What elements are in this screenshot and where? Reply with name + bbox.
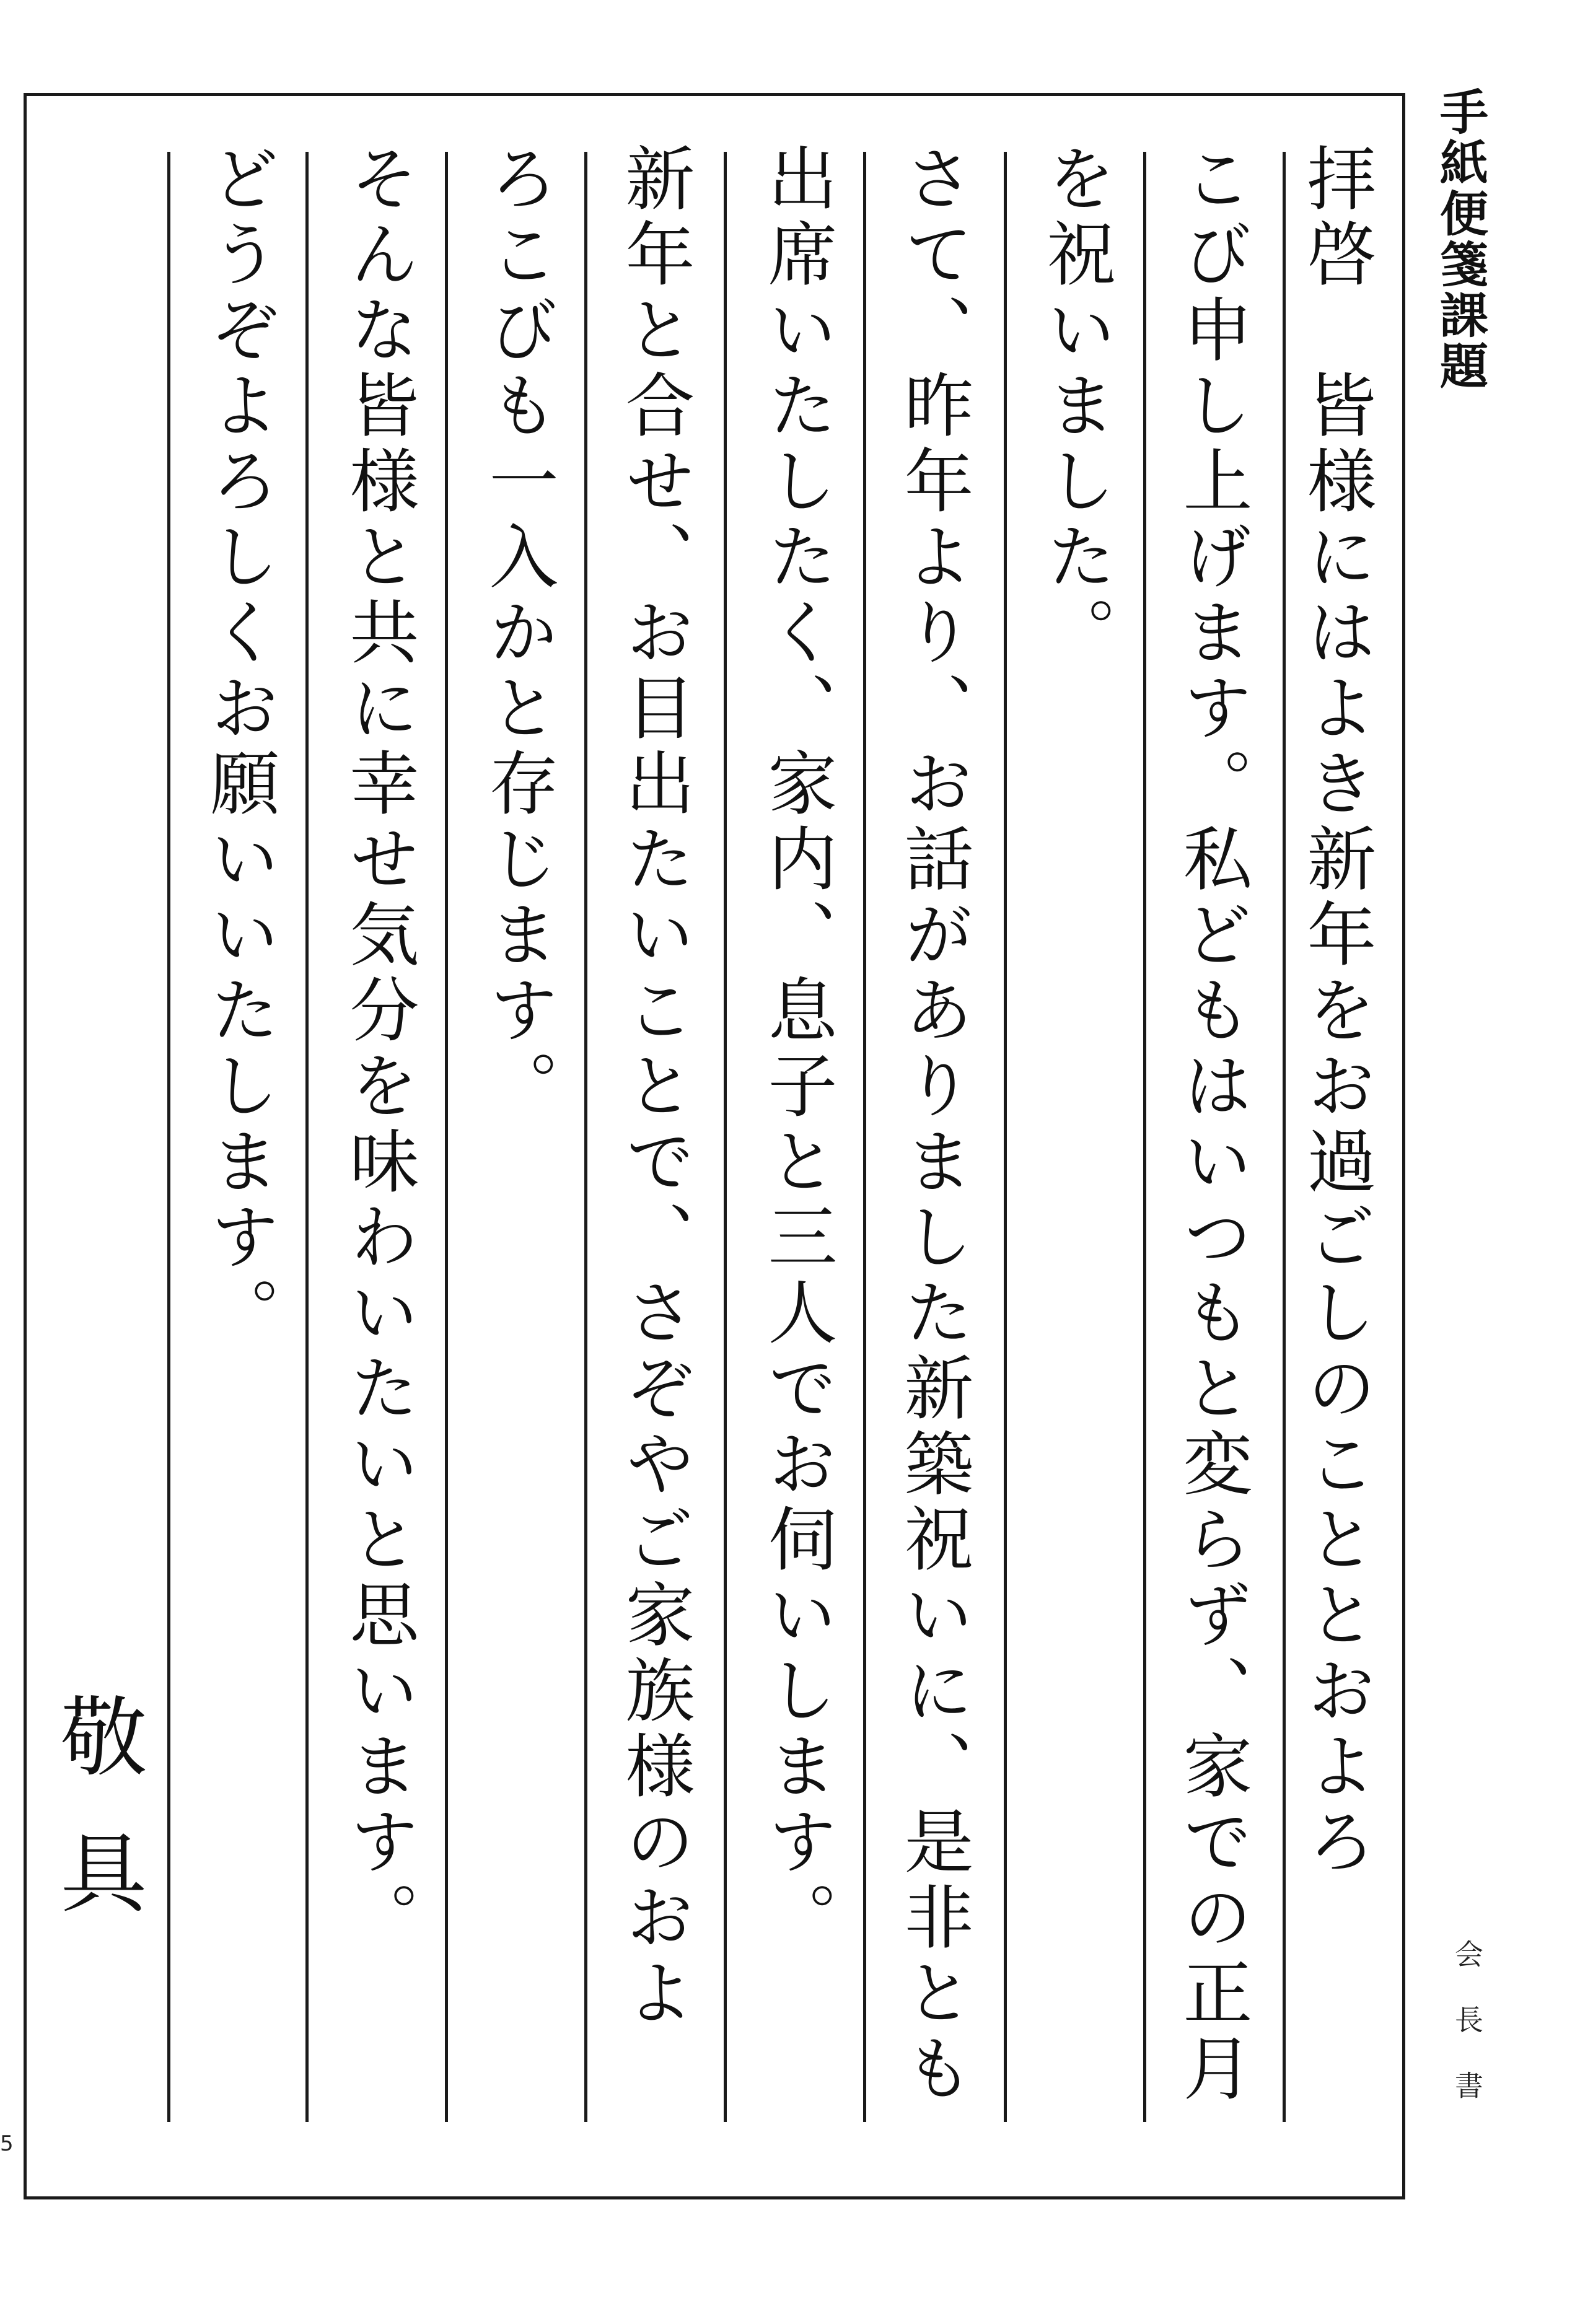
closing-keigu: 敬具 [46,1691,147,1964]
ruling-line [305,152,309,2122]
letter-line-9: どうぞよろしくお願いいたします。 [199,143,279,1352]
ruling-line [724,152,727,2122]
ruling-line [1143,152,1146,2122]
ruling-line [1004,152,1007,2122]
ruling-line [167,152,170,2122]
worksheet-title: 手紙便箋課題 [1432,87,1488,392]
ruling-line [584,152,587,2122]
ruling-line [863,152,866,2122]
letter-line-8: そんな皆様と共に幸せ気分を味わいたいと思います。 [338,143,419,1957]
letter-line-5: 出席いたしたく、家内、息子と三人でお伺いします。 [757,143,837,1957]
letter-line-4: さて、昨年より、お話がありました新築祝いに、是非とも [893,143,973,2108]
ruling-line [1283,152,1286,2122]
page-number: 5 [0,2131,14,2156]
author-credit: 会長書 [1451,1939,1484,2136]
letter-line-7: ろこびも一入かと存じます。 [478,143,558,1125]
letter-line-3: を祝いました。 [1035,143,1116,672]
letter-line-6: 新年と合せ、お目出たいことで、さぞやご家族様のおよ [614,143,695,2032]
letter-line-2: こび申し上げます。私どもはいつもと変らず、家での正月 [1172,143,1252,2108]
letter-line-1: 拝啓 皆様にはよき新年をお過ごしのこととおよろ [1296,143,1376,1881]
ruling-line [445,152,448,2122]
